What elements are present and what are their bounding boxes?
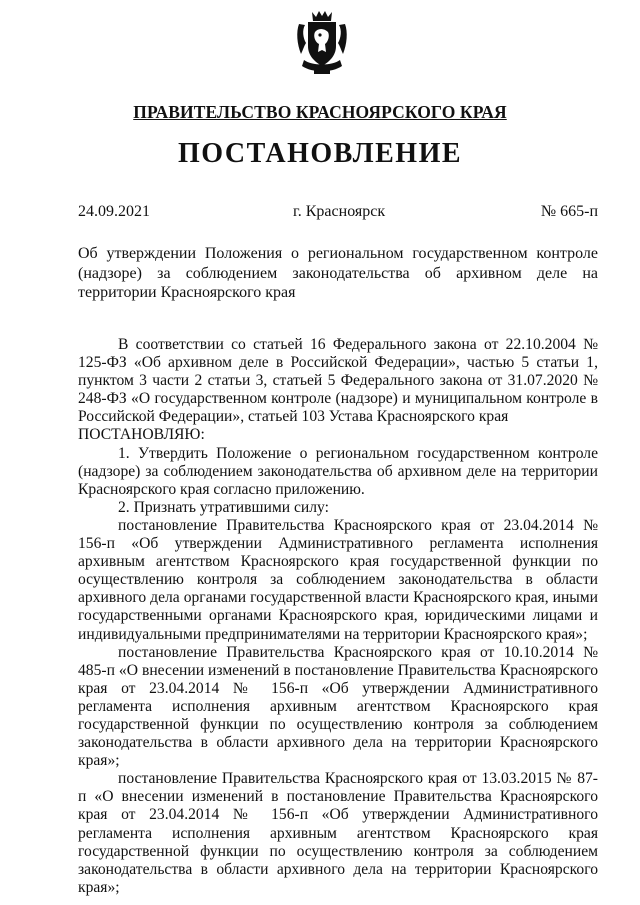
preamble-paragraph: В соответствии со статьей 16 Федерального закона от 22.10.2004 № 125-ФЗ «Об архивном деле в Российской Федерации», частью 5 статьи 1, пунктом 3 части 2 статьи 3, статьей 5 Федерального закона от 31.07.2020 № 248-ФЗ «О государственном контроле (надзоре) и муниципальном контроле в Российской Федерации», статьей 103 Устава Красноярского края bbox=[78, 336, 598, 426]
document-body bbox=[78, 336, 598, 897]
document-type-title: ПОСТАНОВЛЕНИЕ bbox=[177, 138, 463, 169]
document-subject: Об утверждении Положения о региональном государственном контроле (надзоре) за соблюдением законодательства об архивном деле на территории Красноярского края bbox=[78, 245, 598, 301]
document-meta bbox=[78, 203, 598, 223]
repealed-act-3: постановление Правительства Красноярского края от 13.03.2015 № 87-п «О внесении изменений в постановление Правительства Красноярского края от 23.04.2014 № 156-п «Об утверждении Административного регламента исполнения архивным агентством Красноярского края государственной функции по осуществлению контроля за соблюдением законодательства в области архивного дела на территории Красноярского края»; bbox=[78, 770, 598, 896]
document-date: 24.09.2021 bbox=[78, 203, 150, 220]
repealed-act-1: постановление Правительства Красноярского края от 23.04.2014 № 156-п «Об утверждении Административного регламента исполнения архивным агентством Красноярского края государственной функции по осуществлению контроля за соблюдением законодательства в области архивного дела органами государственной власти Красноярского края, иными государственными органами Красноярского края, юридическими лицами и индивидуальными предпринимателями на территории Красноярского края»; bbox=[78, 516, 598, 643]
document-number: № 665-п bbox=[540, 203, 598, 220]
government-name: ПРАВИТЕЛЬСТВО КРАСНОЯРСКОГО КРАЯ bbox=[133, 102, 507, 122]
item-2-paragraph: 2. Признать утратившими силу: bbox=[118, 498, 329, 516]
coat-of-arms-icon bbox=[296, 10, 348, 76]
repealed-act-2: постановление Правительства Красноярского края от 10.10.2014 № 485-п «О внесении изменений в постановление Правительства Красноярского края от 23.04.2014 № 156-п «Об утверждении Административного регламента исполнения архивным агентством Красноярского края государственной функции по осуществлению контроля за соблюдением законодательства в области архивного дела на территории Красноярского края»; bbox=[78, 643, 598, 770]
resolve-line: ПОСТАНОВЛЯЮ: bbox=[78, 426, 205, 444]
document-city: г. Красноярск bbox=[293, 203, 386, 220]
item-1-paragraph: 1. Утвердить Положение о региональном государственном контроле (надзоре) за соблюдением законодательства об архивном деле на территории Красноярского края согласно приложению. bbox=[78, 444, 598, 498]
